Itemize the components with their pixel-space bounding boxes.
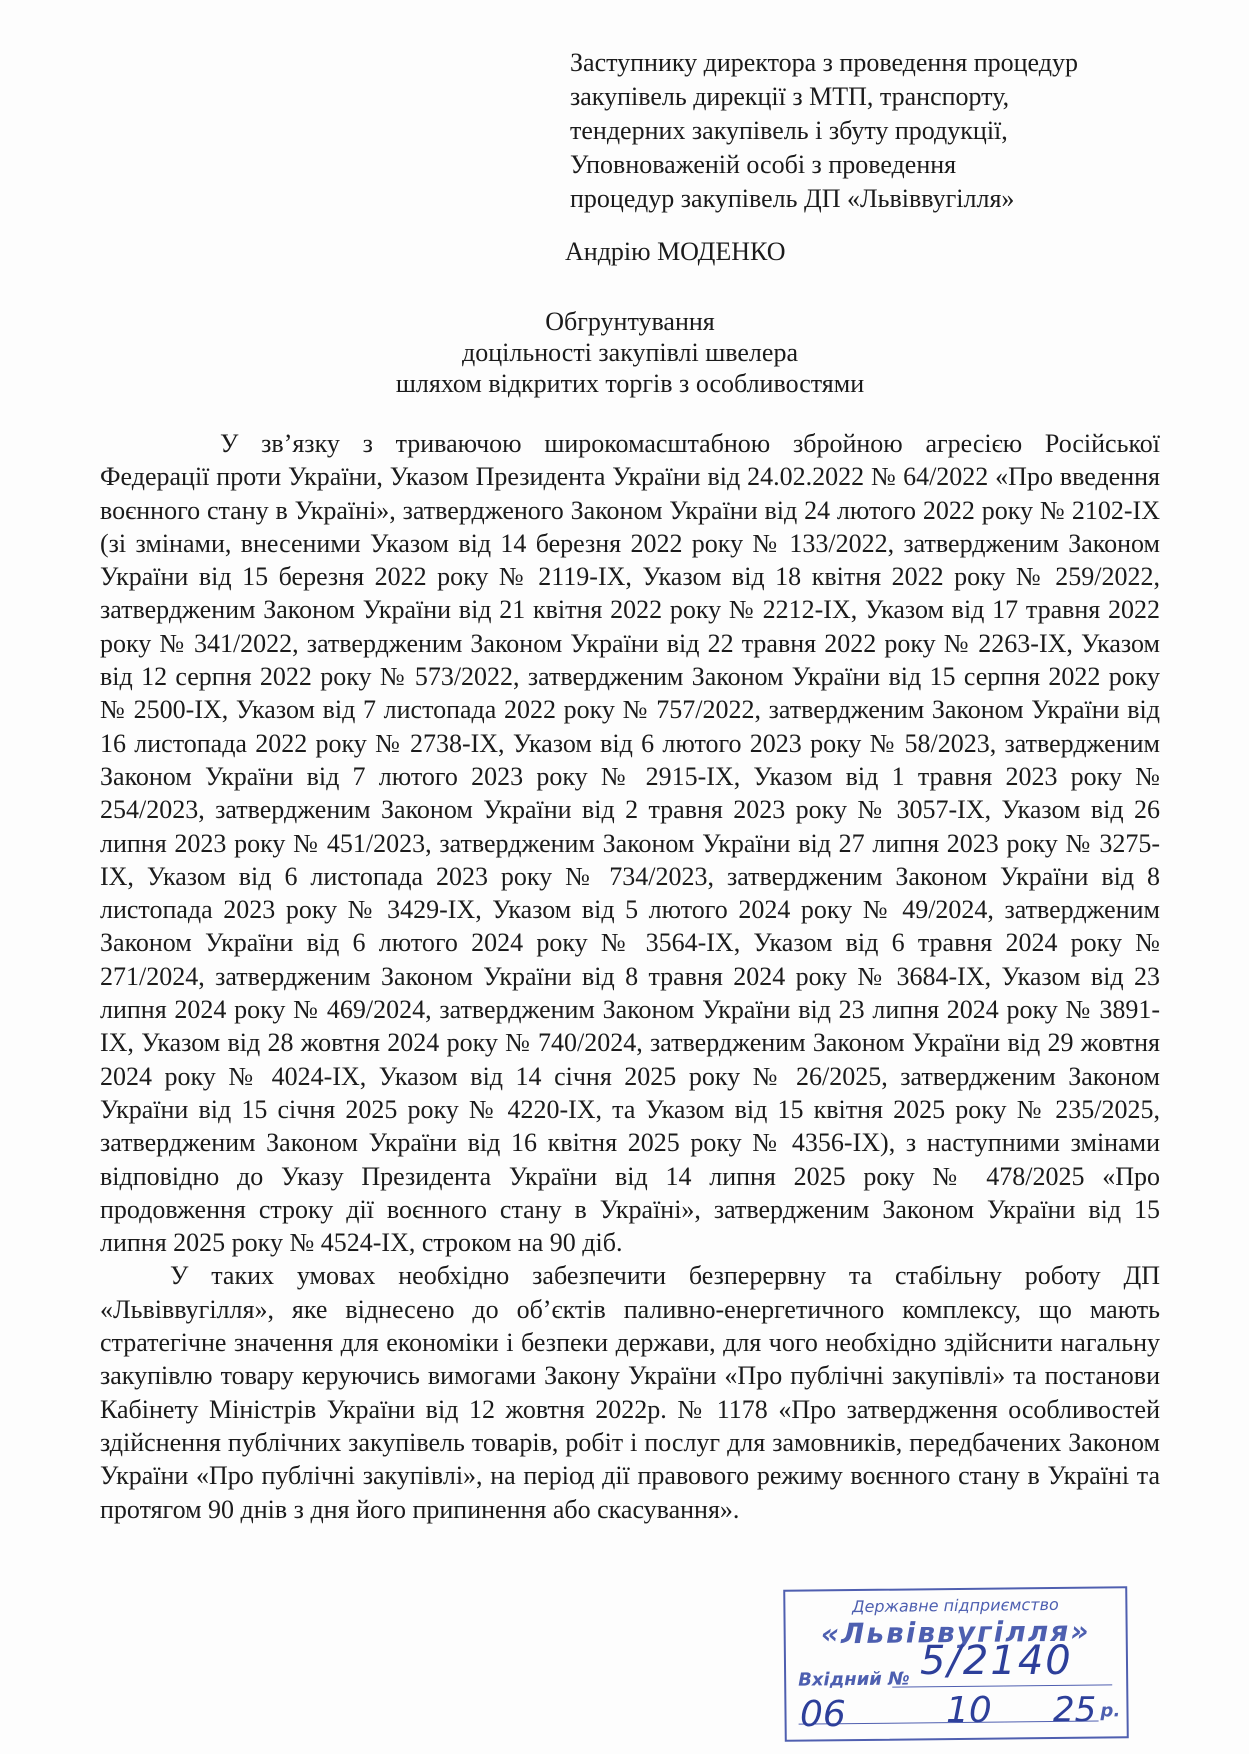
stamp-incoming-label: Вхідний № <box>798 1668 910 1691</box>
addressee-line: Заступнику директора з проведення процедур <box>570 48 1078 77</box>
document-body <box>100 427 1160 1526</box>
stamp-year-suffix: р. <box>1100 1700 1121 1722</box>
title-line: шляхом відкритих торгів з особливостями <box>395 369 865 398</box>
recipient-name: Андрію МОДЕНКО <box>565 237 786 266</box>
handwritten-day: 06 <box>800 1694 846 1735</box>
stamp-company-name: «Львіввугілля» <box>820 1614 1091 1651</box>
addressee-line: процедур закупівель ДП «Львіввугілля» <box>570 184 1015 213</box>
body-paragraph: У зв’язку з триваючою широкомасштабною збройною агресією Російської Федерації проти України, Указом Президента України від 24.02.2022 № 64/2022 «Про введення воєнного стану в Україні», затвердженого Законом України від 24 лютого 2022 року № 2102-ІХ (зі змінами, внесеними Указом від 14 березня 2022 року № 133/2022, затвердженим Законом України від 15 березня 2022 року № 2119-ІХ, Указом від 18 квітня 2022 року № 259/2022, затвердженим Законом України від 21 квітня 2022 року № 2212-ІХ, Указом від 17 травня 2022 року № 341/2022, затвердженим Законом України від 22 травня 2022 року № 2263-ІХ, Указом від 12 серпня 2022 року № 573/2022, затвердженим Законом України від 15 серпня 2022 року № 2500-ІХ, Указом від 7 листопада 2022 року № 757/2022, затвердженим Законом України від 16 листопада 2022 року № 2738-ІХ, Указом від 6 лютого 2023 року № 58/2023, затвердженим Законом України від 7 лютого 2023 року № 2915-ІХ, Указом від 1 травня 2023 року № 254/2023, затвердженим Законом України від 2 травня 2023 року № 3057-ІХ, Указом від 26 липня 2023 року № 451/2023, затвердженим Законом України від 27 липня 2023 року № 3275-ІХ, Указом від 6 листопада 2023 року № 734/2023, затвердженим Законом України від 8 листопада 2023 року № 3429-ІХ, Указом від 5 лютого 2024 року № 49/2024, затвердженим Законом України від 6 лютого 2024 року № 3564-ІХ, Указом від 6 травня 2024 року № 271/2024, затвердженим Законом України від 8 травня 2024 року № 3684-ІХ, Указом від 23 липня 2024 року № 469/2024, затвердженим Законом України від 23 липня 2024 року № 3891-ІХ, Указом від 28 жовтня 2024 року № 740/2024, затвердженим Законом України від 29 жовтня 2024 року № 4024-ІХ, Указом від 14 січня 2025 року № 26/2025, затвердженим Законом України від 15 січня 2025 року № 4220-ІХ, та Указом від 15 квітня 2025 року № 235/2025, затвердженим Законом України від 16 квітня 2025 року № 4356-ІХ), з наступними змінами відповідно до Указу Президента України від 14 липня 2025 року № 478/2025 «Про продовження строку дії воєнного стану в Україні», затвердженим Законом України від 15 липня 2025 року № 4524-ІХ, строком на 90 діб. <box>100 429 1160 1258</box>
addressee-line: Уповноваженій особі з проведення <box>570 150 957 179</box>
stamp-number-line <box>892 1684 1112 1687</box>
document-title <box>100 306 1160 399</box>
handwritten-incoming-number: 5/2140 <box>920 1638 1073 1684</box>
addressee-line: закупівель дирекції з МТП, транспорту, <box>570 82 1010 111</box>
handwritten-month: 10 <box>946 1690 992 1731</box>
addressee-line: тендерних закупівель і збуту продукції, <box>570 116 1008 145</box>
handwritten-year: 25 <box>1053 1690 1097 1730</box>
title-line: Обгрунтування <box>545 307 715 336</box>
title-line: доцільності закупівлі швелера <box>462 338 798 367</box>
body-paragraph: У таких умовах необхідно забезпечити безперервну та стабільну роботу ДП «Львіввугілля», яке віднесено до об’єктів паливно-енергетичного комплексу, що мають стратегічне значення для економіки і безпеки держави, для чого необхідно здійснити нагальну закупівлю товару керуючись вимогами Закону України «Про публічні закупівлі» та постанови Кабінету Міністрів України від 12 жовтня 2022р. № 1178 «Про затвердження особливостей здійснення публічних закупівель товарів, робіт і послуг для замовників, передбачених Законом України «Про публічні закупівлі», на період дії правового режиму воєнного стану в Україні та протягом 90 днів з дня його припинення або скасування». <box>100 1261 1160 1524</box>
addressee-block <box>570 46 1190 216</box>
stamp-org-line: Державне підприємство <box>851 1594 1059 1617</box>
